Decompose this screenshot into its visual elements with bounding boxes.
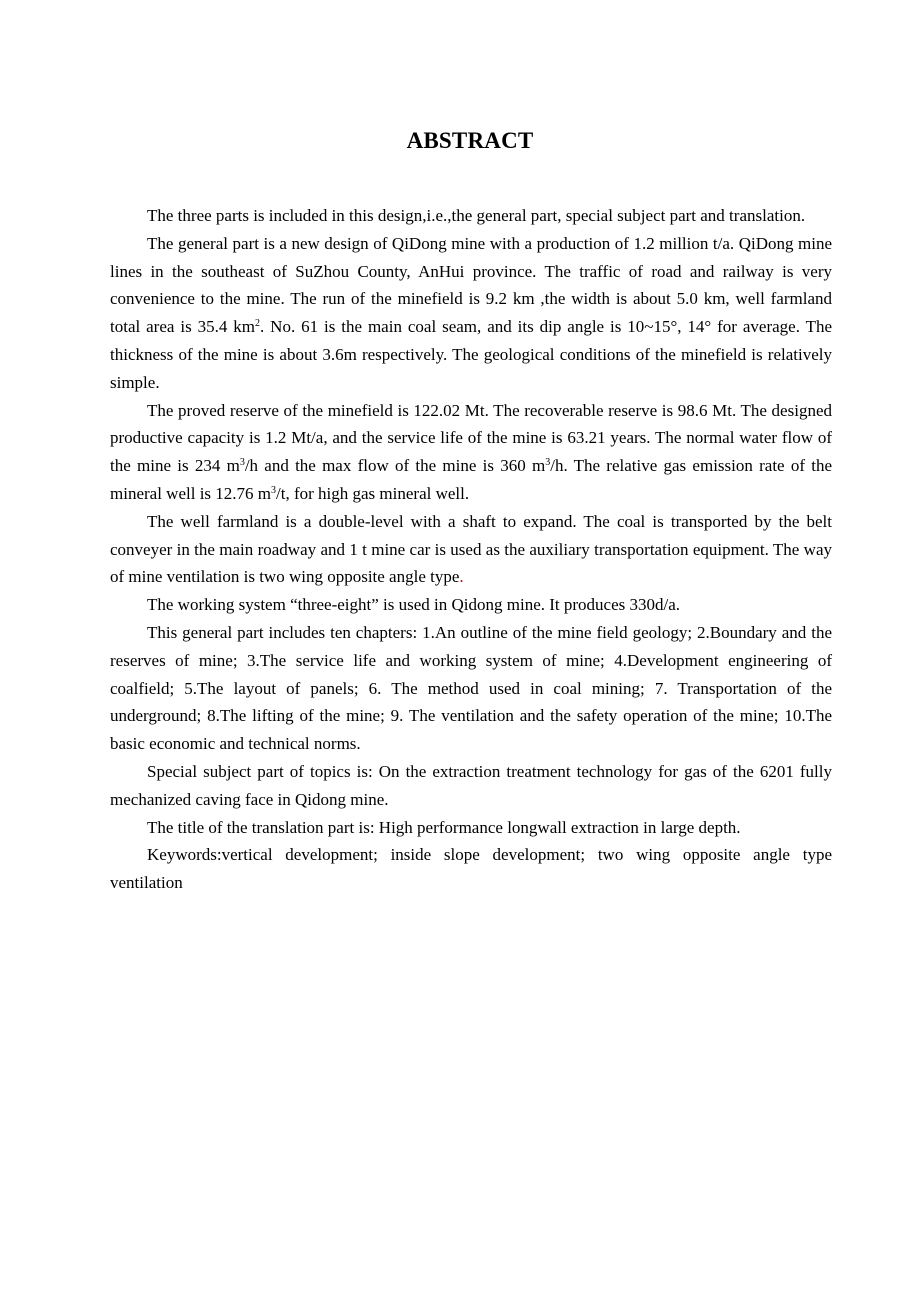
paragraph-overview: The three parts is included in this design,i.e.,the general part, special subject part and translation. — [147, 206, 806, 225]
superscript: 3 — [271, 484, 277, 496]
superscript: 3 — [545, 457, 551, 469]
superscript: 2 — [255, 318, 260, 330]
paragraph-well-farmland: The well farmland is a double-level with a shaft to expand. The coal is transported by the belt conveyer in the main roadway and 1 t mine car is used as the auxiliary transportation equipment. The way of mine ventilation is two wing opposite angle type. — [110, 511, 832, 587]
abstract-body — [110, 202, 832, 897]
paragraph-working-system: The working system “three-eight” is used in Qidong mine. It produces 330d/a. — [147, 595, 681, 615]
paragraph-keywords: Keywords:vertical development; inside slope development; two wing opposite angle type ventilation — [110, 845, 832, 893]
red-period: . — [459, 567, 464, 587]
page-title: ABSTRACT — [406, 128, 534, 153]
paragraph-special-subject: Special subject part of topics is: On the extraction treatment technology for gas of the 6201 fully mechanized caving face in Qidong mine. — [110, 761, 832, 809]
paragraph-translation: The title of the translation part is: High performance longwall extraction in large depth. — [147, 817, 741, 837]
paragraph-chapters: This general part includes ten chapters: 1.An outline of the mine field geology; 2.Boundary and the reserves of mine; 3.The service life and working system of mine; 4.Development engineering of coalfield; 5.The layout of panels; 6. The method used in coal mining; 7. Transportation of the underground; 8.The lifting of the mine; 9. The ventilation and the safety operation of the mine; 10.The basic economic and technical norms. — [110, 622, 832, 754]
superscript: 3 — [239, 457, 245, 469]
paragraph-reserves: The proved reserve of the minefield is 122.02 Mt. The recoverable reserve is 98.6 Mt. The designed productive capacity is 1.2 Mt/a, and the service life of the mine is 63.21 years. The normal water flow of the mine is 234 $m^3/h$ and the max flow of the mine is 360 $m^3/h$. The relative gas emission rate of the mineral well is 12.76 $m^3/t$, for high gas mineral well. — [110, 400, 833, 503]
paragraph-general-part: The general part is a new design of QiDong mine with a production of 1.2 million t/a. QiDong mine lines in the southeast of SuZhou County, AnHui province. The traffic of road and railway is very convenience to the mine. The run of the minefield is 9.2 km ,the width is about 5.0 km, well farmland total area is 35.4 $km^2$. No. 61 is the main coal seam, and its dip angle is 10~15°, 14° for average. The thickness of the mine is about 3.6m respectively. The geological conditions of the minefield is relatively simple. — [110, 233, 833, 392]
